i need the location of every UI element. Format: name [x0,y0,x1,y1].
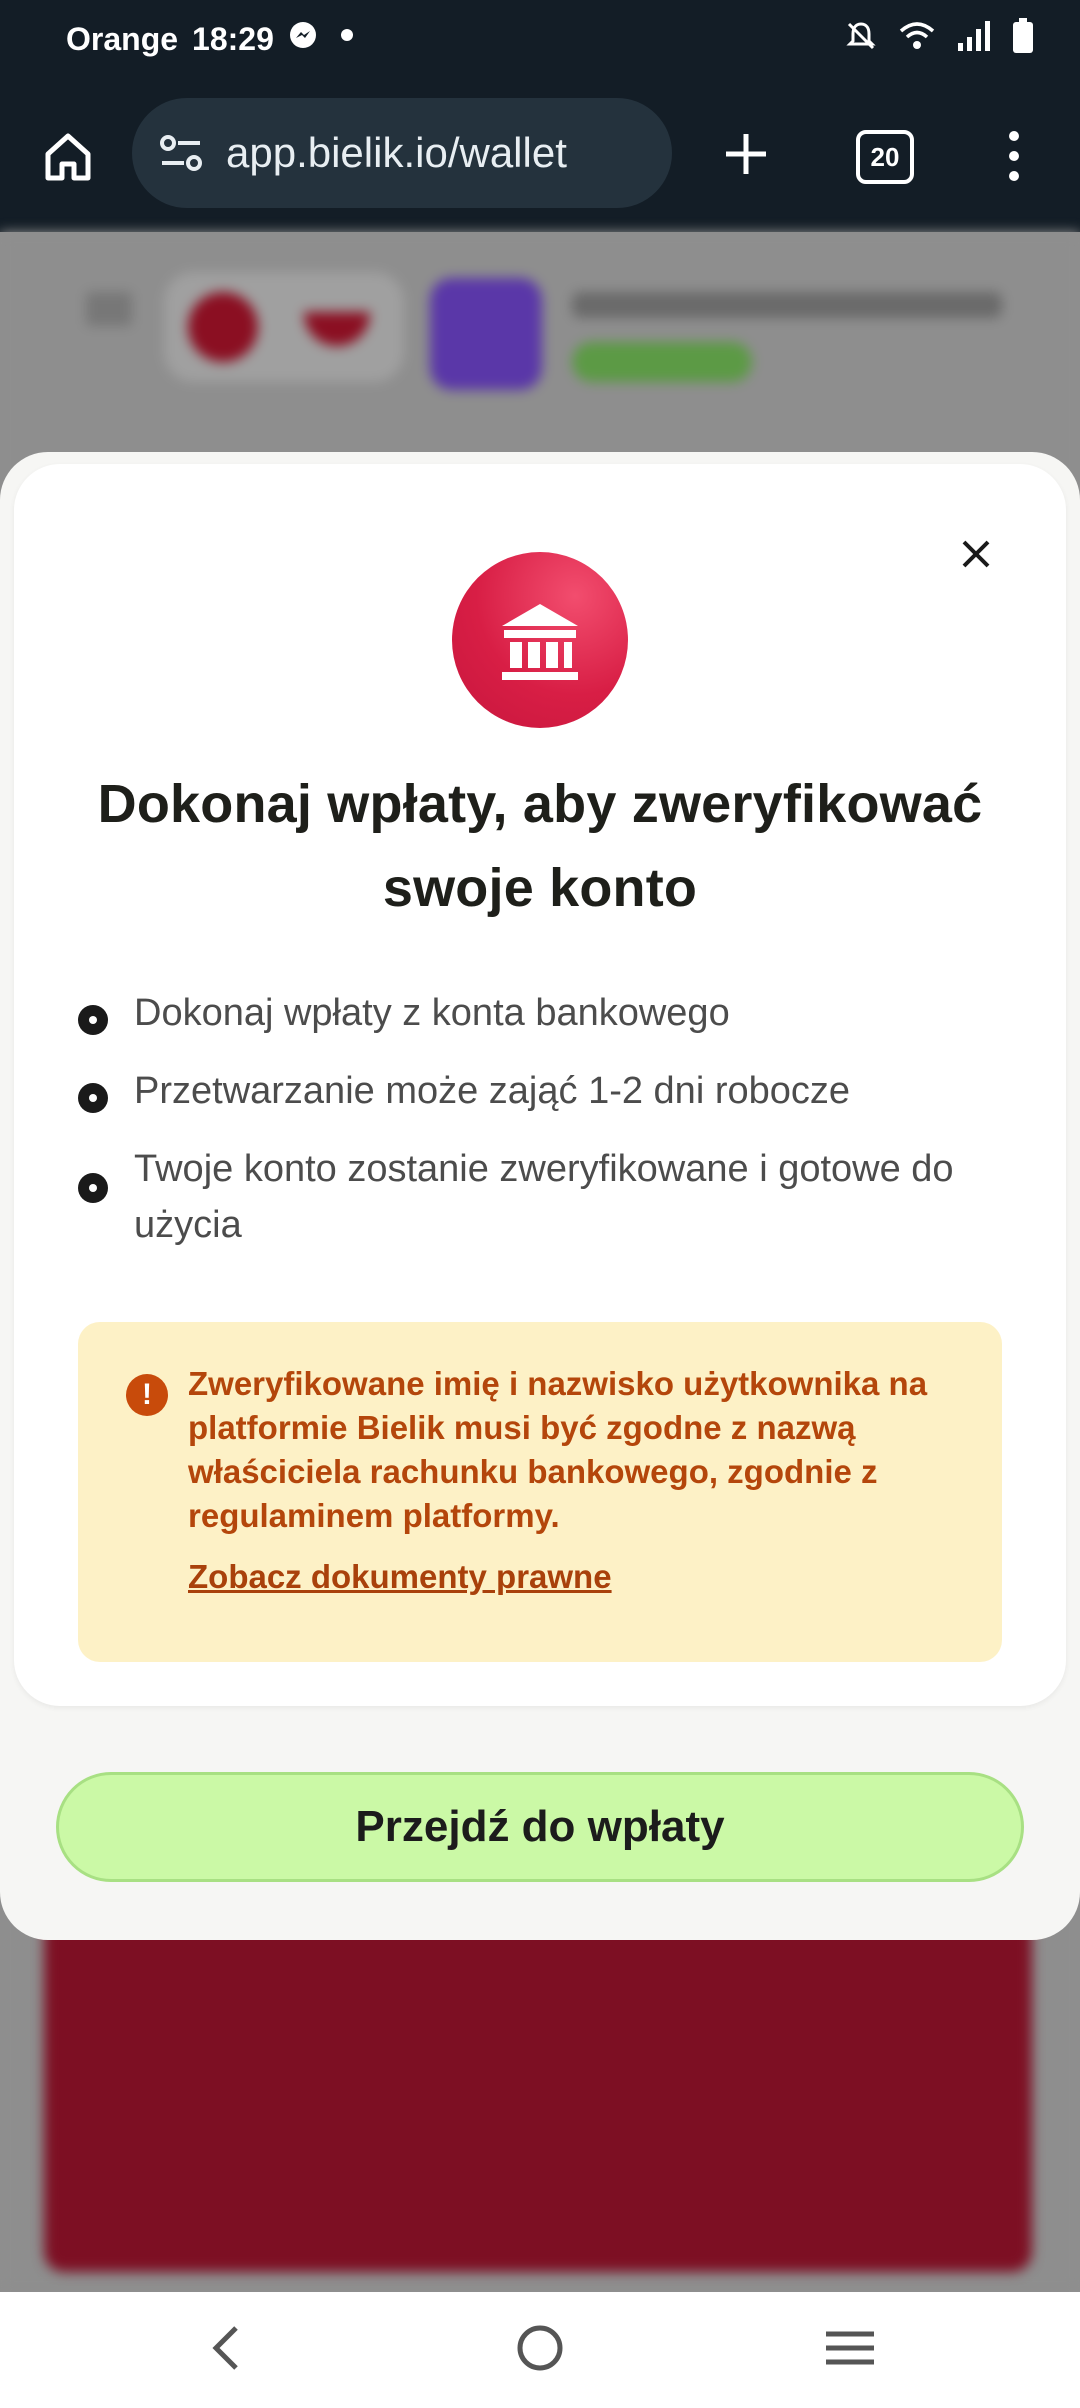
bullet-icon [78,1173,108,1203]
mute-notifications-icon [844,19,878,58]
battery-icon [1012,18,1034,59]
new-tab-icon[interactable] [718,126,774,182]
more-menu-icon[interactable] [1000,126,1028,186]
bank-badge [452,552,628,728]
clock: 18:29 [192,20,274,57]
home-icon[interactable] [38,126,98,186]
home-circle-icon[interactable] [512,2320,568,2376]
exclamation-icon: ! [126,1374,168,1416]
list-item [78,1063,1008,1119]
warning-text: Zweryfikowane imię i nazwisko użytkownika na platformie Bielik musi być zgodne z nazwą właściciela rachunku bankowego, zgodnie z regulaminem platformy. [188,1365,928,1534]
modal-title: Dokonaj wpłaty, aby zweryfikować swoje konto [97,774,983,918]
back-icon[interactable] [200,2320,256,2376]
wifi-icon [898,19,936,58]
bg-menu-icon [86,292,132,326]
recents-icon[interactable] [820,2320,880,2376]
bullet-icon [78,1005,108,1035]
browser-toolbar [0,80,1080,232]
bg-email [572,292,1002,318]
tabs-button[interactable]: 20 [856,130,914,184]
system-nav-bar [0,2292,1080,2408]
close-icon [960,538,992,570]
warning-box [78,1322,1002,1662]
bullet-icon [78,1083,108,1113]
bg-verified-badge [572,342,752,382]
url-text[interactable]: app.bielik.io/wallet [226,129,567,176]
legal-documents-link[interactable]: Zobacz dokumenty prawne [188,1558,612,1595]
address-bar[interactable] [132,98,672,208]
dot-icon [332,20,362,58]
status-right [844,18,1034,59]
status-left [66,20,362,58]
signal-icon [956,19,992,58]
close-button[interactable] [946,524,1006,584]
steps-list [78,985,1008,1275]
messenger-icon [288,20,318,58]
step-text: Twoje konto zostanie zweryfikowane i gotowe do użycia [134,1148,954,1246]
list-item [78,1141,1008,1253]
bg-flag-pill [164,272,404,382]
list-item [78,985,1008,1041]
step-text: Dokonaj wpłaty z konta bankowego [134,992,730,1034]
step-text: Przetwarzanie może zająć 1-2 dni robocze [134,1070,851,1112]
bg-avatar [430,278,542,390]
site-settings-icon[interactable] [158,133,204,173]
carrier-label: Orange [66,20,179,57]
status-bar [0,0,1080,80]
bank-icon [492,592,588,688]
go-to-deposit-button[interactable]: Przejdź do wpłaty [56,1772,1024,1882]
